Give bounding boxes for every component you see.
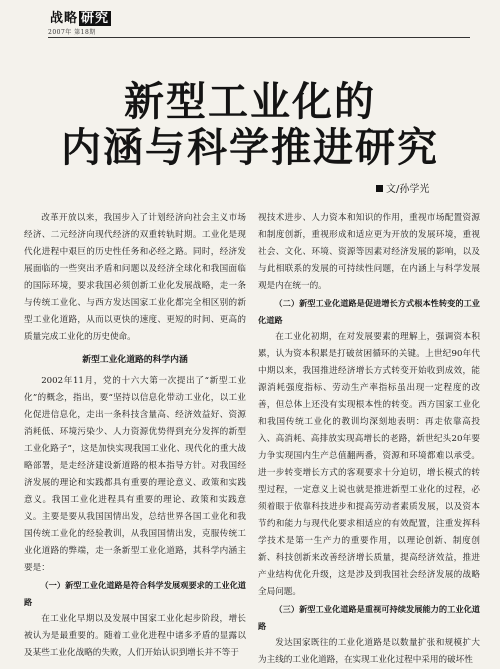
journal-header — [48, 6, 113, 36]
body-paragraph: 在工业化初期，在对发展要素的理解上，强调资本积累，认为资本积累是打破贫困循环的关键。上世纪90年代中期以来，我国推进经济增长方式转变开始收到成效，能源消耗强度指标、劳动生产率指标虽出现一定程度的改善，但总体上还没有实现根本性的转变。西方国家工业化和我国传统工业化的教训均深刻地表明：再走依靠高投入、高消耗、高排放实现高增长的老路，新世纪头20年要力争实现国内生产总值翻两番，资源和环境都难以承受。进一步转变增长方式的客观要求十分迫切，增长模式的转型过程，一定意义上说也就是推进新型工业化的过程，必须着眼于依靠科技进步和提高劳动者素质发展，以及资本节约和能力与现代化要求相适应的有效配置，注重发挥科学技术是第一生产力的重要作用，以理论创新、制度创新、科技创新来改善经济增长质量，提高经济效益，推进产业结构优化升级，这是涉及到我国社会经济发展的战略全局问题。 — [258, 332, 480, 597]
square-bullet-icon — [376, 185, 383, 192]
right-column — [258, 210, 480, 669]
column-name-a: 战略 — [50, 11, 79, 26]
subsection-heading: （一）新型工业化道路是符合科学发展观要求的工业化道路 — [24, 580, 246, 607]
subsection-heading: （三）新型工业化道路是重视可持续发展能力的工业化道路 — [258, 604, 480, 631]
body-paragraph: 视技术进步、人力资本和知识的作用，重视市场配置资源和制度创新，重视形成和适应更为开放的发展环境，重视社会、文化、环境、资源等因素对经济发展的影响，以及与此相联系的发展的可持续性问题，在内涵上与科学发展观是内在统一的。 — [258, 213, 480, 291]
section-heading: 新型工业化道路的科学内涵 — [82, 355, 188, 365]
body-paragraph: 在工业化早期以及发展中国家工业化起步阶段，增长被认为是最重要的。随着工业化进程中诸多矛盾的显露以及某些工业化战略的失败，人们开始认识到增长并不等于 — [24, 614, 246, 658]
subsection-heading: （二）新型工业化道路是促进增长方式根本性转变的工业化道路 — [258, 298, 480, 325]
author-name: 文/孙学光 — [386, 184, 430, 195]
header-rule — [48, 37, 470, 38]
left-column — [24, 210, 246, 662]
issue-label: 2007年 第18期 — [48, 29, 96, 36]
body-paragraph: 2002年11月，党的十六大第一次提出了“新型工业化”的概念，指出，要“坚持以信息化带动工业化，以工业化促进信息化，走出一条科技含量高、经济效益好、资源消耗低、环境污染少、人力资源优势得到充分发挥的新型工业化路子”，这是加快实现我国工业化、现代化的重大战略部署，是走经济建设新道路的根本指导方针。对我国经济发展的理论和实践都具有重要的理论意义、政策和实践意义。我国工业化进程具有重要的理论、政策和实践意义。主要是要从我国国情出发，总结世界各国工业化和我国传统工业化的经验教训，从我国国情出发，克服传统工业化道路的弊端，走一条新型工业化道路，其科学内涵主要是： — [24, 376, 246, 573]
column-name — [48, 6, 113, 27]
intro-paragraph: 改革开放以来，我国步入了计划经济向社会主义市场经济、二元经济向现代经济的双重转轨时期。工业化是现代化进程中艰巨的历史性任务和必经之路。同时，经济发展面临的一些突出矛盾和问题以及经济全球化和我国面临的国际环境，要求我国必须创新工业化发展战略，走一条与传统工业化、与西方发达国家工业化都完全相区别的新型工业化道路，从而以更快的速度、更短的时间、更高的质量完成工业化的历史使命。 — [24, 213, 246, 342]
author-line — [376, 180, 429, 195]
article-title-line1: 新型工业化的 — [124, 79, 376, 125]
article-title-line2: 内涵与科学推进研究 — [61, 125, 439, 171]
column-name-b: 研究 — [81, 11, 110, 26]
body-paragraph: 发达国家既往的工业化道路是以数量扩张和规模扩大为主线的工业化道路，在实现工业化过程中采用的破坏性 — [258, 638, 480, 665]
